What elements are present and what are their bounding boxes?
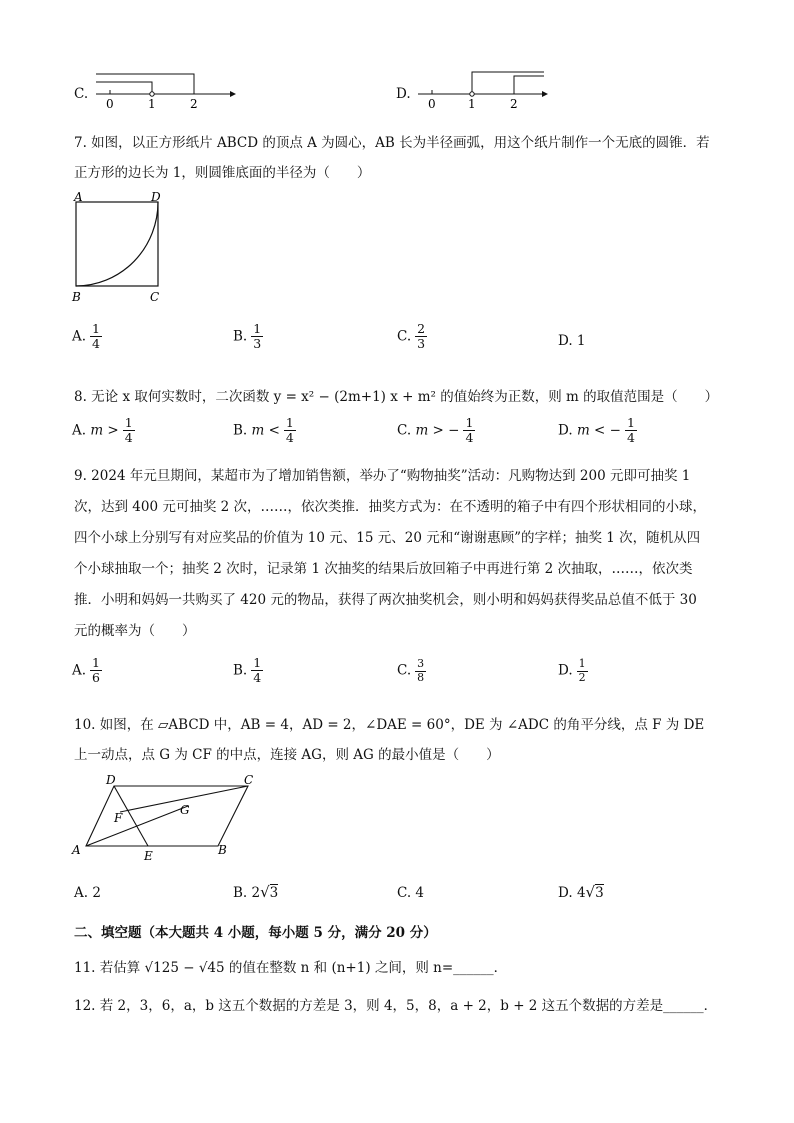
q9-stem-line-5: 推．小明和妈妈一共购买了 420 元的物品，获得了两次抽奖机会，则小明和妈妈获得奖品总值不低于 30 [74,592,697,608]
q8-option-a: A. m > $\frac{1}{4}$ [72,415,133,446]
q9-stem-line-6: 元的概率为（ ） [74,623,196,639]
q7-option-c: C. $\frac{2}{3}$ [397,321,426,352]
q10-option-d: D. 4√3 [558,883,604,901]
q8-option-b: B. m < $\frac{1}{4}$ [233,415,294,446]
q9-stem-line-4: 个小球抽取一个；抽奖 2 次时，记录第 1 次抽奖的结果后放回箱子中再进行第 2 次抽取，……，依次类 [74,561,693,577]
q7-option-d: D. 1 [558,333,586,349]
q10-stem-line-1: 10. 如图，在 ▱ABCD 中，AB = 4，AD = 2，∠DAE = 60°，DE 为 ∠ADC 的角平分线，点 F 为 DE [74,717,705,733]
q10-option-a: A. 2 [74,885,101,901]
q10-label-a: A [72,843,81,857]
q9-option-a: A. $\frac{1}{6}$ [72,655,100,686]
q11-stem: 11. 若估算 √125 − √45 的值在整数 n 和 (n+1) 之间，则 n=______． [74,960,508,976]
q6c-tick-1: 1 [148,97,156,111]
q10-label-e: E [144,849,153,863]
q9-stem-line-2: 次，达到 400 元可抽奖 2 次，……，依次类推．抽奖方式为：在不透明的箱子中有四个形状相同的小球， [74,499,707,515]
q6-option-d-number-line [412,68,562,112]
q9-option-c: C. $\frac{3}{8}$ [397,657,425,684]
q6c-tick-0: 0 [106,97,114,111]
q10-label-g: G [180,803,190,817]
q10-stem-line-2: 上一动点，点 G 为 CF 的中点，连接 AG，则 AG 的最小值是（ ） [74,747,500,763]
q9-stem-line-1: 9. 2024 年元旦期间，某超市为了增加销售额，举办了“购物抽奖”活动：凡购物达到 200 元即可抽奖 1 [74,468,691,484]
q10-label-c: C [244,773,254,787]
q7-stem-line-1: 7. 如图，以正方形纸片 ABCD 的顶点 A 为圆心，AB 长为半径画弧，用这个纸片制作一个无底的圆锥．若 [74,135,710,151]
q12-stem: 12. 若 2，3，6，a，b 这五个数据的方差是 3，则 4，5，8，a + 2，b + 2 这五个数据的方差是______． [74,998,718,1014]
q9-option-b: B. $\frac{1}{4}$ [233,655,262,686]
q8-option-c: C. m > − $\frac{1}{4}$ [397,415,474,446]
q6-option-c-label: C. [74,86,89,102]
q10-label-d: D [106,773,116,787]
q9-option-d: D. $\frac{1}{2}$ [558,657,586,684]
q10-option-b: B. 2√3 [233,883,279,901]
q6d-tick-1: 1 [468,97,476,111]
q9-stem-line-3: 四个小球上分别写有对应奖品的价值为 10 元、15 元、20 元和“谢谢惠顾”的字样；抽奖 1 次，随机从四 [74,530,701,546]
q7-label-d: D [151,190,161,204]
q7-label-b: B [72,290,81,304]
q6-option-c-number-line [90,68,240,112]
q8-stem: 8. 无论 x 取何实数时，二次函数 y = x² − (2m+1) x + m² 的值始终为正数，则 m 的取值范围是（ ） [74,389,719,405]
q8-option-d: D. m < − $\frac{1}{4}$ [558,415,635,446]
q6c-tick-2: 2 [190,97,198,111]
q6d-tick-0: 0 [428,97,436,111]
q10-option-c: C. 4 [397,885,425,901]
q7-label-c: C [150,290,160,304]
q7-square-figure [68,190,168,306]
q10-parallelogram-figure [68,772,258,866]
q6-option-d-label: D. [396,86,411,102]
q7-label-a: A [74,190,83,204]
q7-option-b: B. $\frac{1}{3}$ [233,321,262,352]
q10-label-b: B [218,843,227,857]
q6d-tick-2: 2 [510,97,518,111]
q10-label-f: F [114,811,123,825]
q7-option-a: A. $\frac{1}{4}$ [72,321,100,352]
q7-stem-line-2: 正方形的边长为 1，则圆锥底面的半径为（ ） [74,165,371,181]
section-2-title: 二、填空题（本大题共 4 小题，每小题 5 分，满分 20 分） [74,925,437,941]
